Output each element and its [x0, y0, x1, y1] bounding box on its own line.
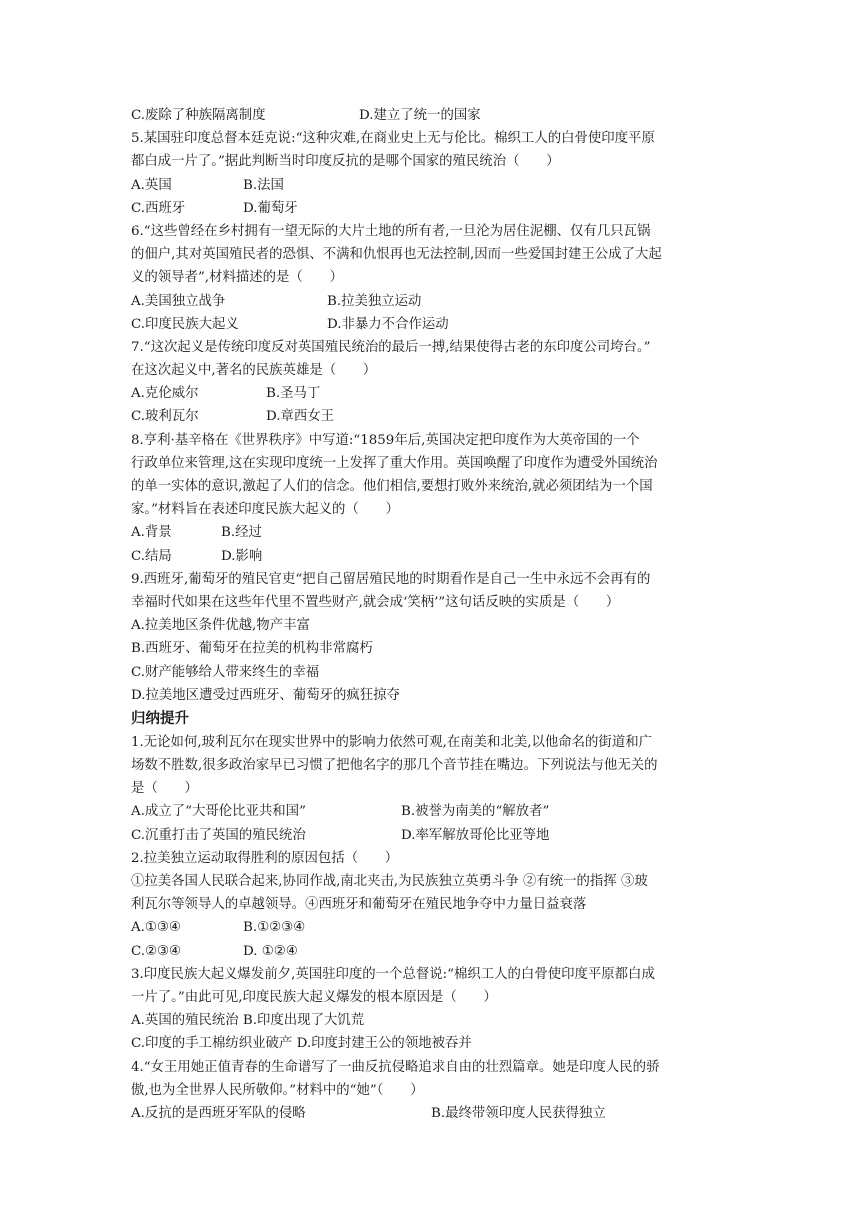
option-row — [131, 800, 741, 823]
option-row — [131, 197, 741, 220]
option-row — [131, 1102, 741, 1125]
text-line: 行政单位来管理,这在实现印度统一上发挥了重大作用。英国唤醒了印度作为遭受外国统治 — [131, 455, 658, 471]
option-right: B.拉美独立运动 — [327, 293, 422, 309]
option-left: C.沉重打击了英国的殖民统治 — [131, 827, 306, 843]
option-left: C.废除了种族隔离制度 — [131, 108, 266, 123]
option-left: A.背景 — [131, 525, 172, 541]
text-line: C.财产能够给人带来终生的幸福 — [131, 664, 320, 680]
option-left: A.克伦威尔 — [131, 386, 199, 402]
text-line: B.西班牙、葡萄牙在拉美的机构非常腐朽 — [131, 641, 373, 657]
option-left: A.英国 — [131, 177, 172, 193]
text-line: 4.“女王用她正值青春的生命谱写了一曲反抗侵略追求自由的壮烈篇章。她是印度人民的骄 — [131, 1059, 660, 1075]
text-line: 义的领导者”,材料描述的是（ ） — [131, 270, 343, 286]
option-right: B.①②③④ — [243, 920, 306, 936]
text-line: 在这次起义中,著名的民族英雄是（ ） — [131, 363, 377, 379]
option-left: C.玻利瓦尔 — [131, 409, 199, 425]
text-line: 家。”材料旨在表述印度民族大起义的（ ） — [131, 502, 399, 518]
option-right: B.最终带领印度人民获得独立 — [431, 1105, 606, 1121]
text-line: 9.西班牙,葡萄牙的殖民官吏“把自己留居殖民地的时期看作是自己一生中永远不会再有的 — [131, 571, 651, 587]
option-row — [131, 940, 741, 963]
text-line: D.拉美地区遭受过西班牙、葡萄牙的疯狂掠夺 — [131, 687, 400, 703]
option-row — [131, 916, 741, 939]
option-left: C.西班牙 — [131, 200, 186, 216]
option-row — [131, 290, 741, 313]
option-right: D. ①②④ — [243, 943, 298, 959]
option-row — [131, 104, 741, 127]
text-line: ①拉美各国人民联合起来,协同作战,南北夹击,为民族独立英勇斗争 ②有统一的指挥 ③玻 — [131, 874, 648, 889]
text-line: A.拉美地区条件优越,物产丰富 — [131, 618, 310, 634]
text-line: 一片了。”由此可见,印度民族大起义爆发的根本原因是（ ） — [131, 989, 497, 1005]
text-line: 5.某国驻印度总督本廷克说:“这种灾难,在商业史上无与伦比。棉织工人的白骨使印度平原 — [131, 131, 655, 147]
option-left: A.①③④ — [131, 920, 181, 936]
text-line: 傲,也为全世界人民所敬仰。”材料中的“她”（ ） — [131, 1082, 424, 1098]
section-heading: 归纳提升 — [131, 710, 189, 727]
text-line: C.印度的手工棉纺织业破产 D.印度封建王公的领地被吞并 — [131, 1036, 472, 1052]
option-right: D.章西女王 — [266, 409, 335, 425]
option-right: D.率军解放哥伦比亚等地 — [401, 827, 550, 843]
option-right: B.经过 — [221, 525, 262, 541]
option-right: D.建立了统一的国家 — [359, 108, 481, 123]
text-line: 利瓦尔等领导人的卓越领导。④西班牙和葡萄牙在殖民地争夺中力量日益衰落 — [131, 897, 587, 913]
option-row — [131, 521, 741, 544]
option-left: C.结局 — [131, 548, 172, 564]
option-row — [131, 405, 741, 428]
text-line: A.英国的殖民统治 B.印度出现了大饥荒 — [131, 1013, 365, 1029]
text-line: 8.亨利·基辛格在《世界秩序》中写道:“1859年后,英国决定把印度作为大英帝国的一个 — [131, 432, 640, 448]
text-line: 的佃户,其对英国殖民者的恐惧、不满和仇恨再也无法控制,因而一些爱国封建王公成了大起 — [131, 247, 662, 263]
option-left: A.成立了“大哥伦比亚共和国” — [131, 804, 306, 820]
option-left: A.美国独立战争 — [131, 293, 226, 309]
text-line: 是（ ） — [131, 781, 198, 797]
option-row — [131, 824, 741, 847]
text-line: 的单一实体的意识,激起了人们的信念。他们相信,要想打败外来统治,就必须团结为一个国 — [131, 479, 653, 494]
option-right: D.非暴力不合作运动 — [327, 316, 449, 332]
text-line: 7.“这次起义是传统印度反对英国殖民统治的最后一搏,结果使得古老的东印度公司垮台。” — [131, 339, 651, 355]
option-right: B.圣马丁 — [266, 386, 321, 402]
text-line: 都白成一片了。”据此判断当时印度反抗的是哪个国家的殖民统治（ ） — [131, 154, 560, 170]
option-right: B.法国 — [243, 177, 284, 193]
option-row — [131, 174, 741, 197]
text-line: 场数不胜数,很多政治家早已习惯了把他名字的那几个音节挂在嘴边。下列说法与他无关的 — [131, 758, 658, 774]
option-row — [131, 545, 741, 568]
text-line: 6.“这些曾经在乡村拥有一望无际的大片土地的所有者,一旦沦为居住泥棚、仅有几只瓦锅 — [131, 223, 651, 239]
text-line: 2.拉美独立运动取得胜利的原因包括（ ） — [131, 850, 399, 866]
option-left: C.②③④ — [131, 943, 182, 959]
option-right: D.葡萄牙 — [243, 200, 298, 216]
option-row — [131, 382, 741, 405]
text-line: 1.无论如何,玻利瓦尔在现实世界中的影响力依然可观,在南美和北美,以他命名的街道和广 — [131, 734, 652, 750]
text-line: 幸福时代如果在这些年代里不置些财产,就会成‘笑柄’”这句话反映的实质是（ ） — [131, 594, 620, 610]
option-row — [131, 313, 741, 336]
option-left: C.印度民族大起义 — [131, 316, 239, 332]
text-line: 3.印度民族大起义爆发前夕,英国驻印度的一个总督说:“棉织工人的白骨使印度平原都白成 — [131, 966, 655, 982]
document-body — [131, 104, 741, 1125]
option-left: A.反抗的是西班牙军队的侵略 — [131, 1105, 306, 1121]
option-right: B.被誉为南美的“解放者” — [401, 804, 550, 820]
option-right: D.影响 — [221, 548, 263, 564]
